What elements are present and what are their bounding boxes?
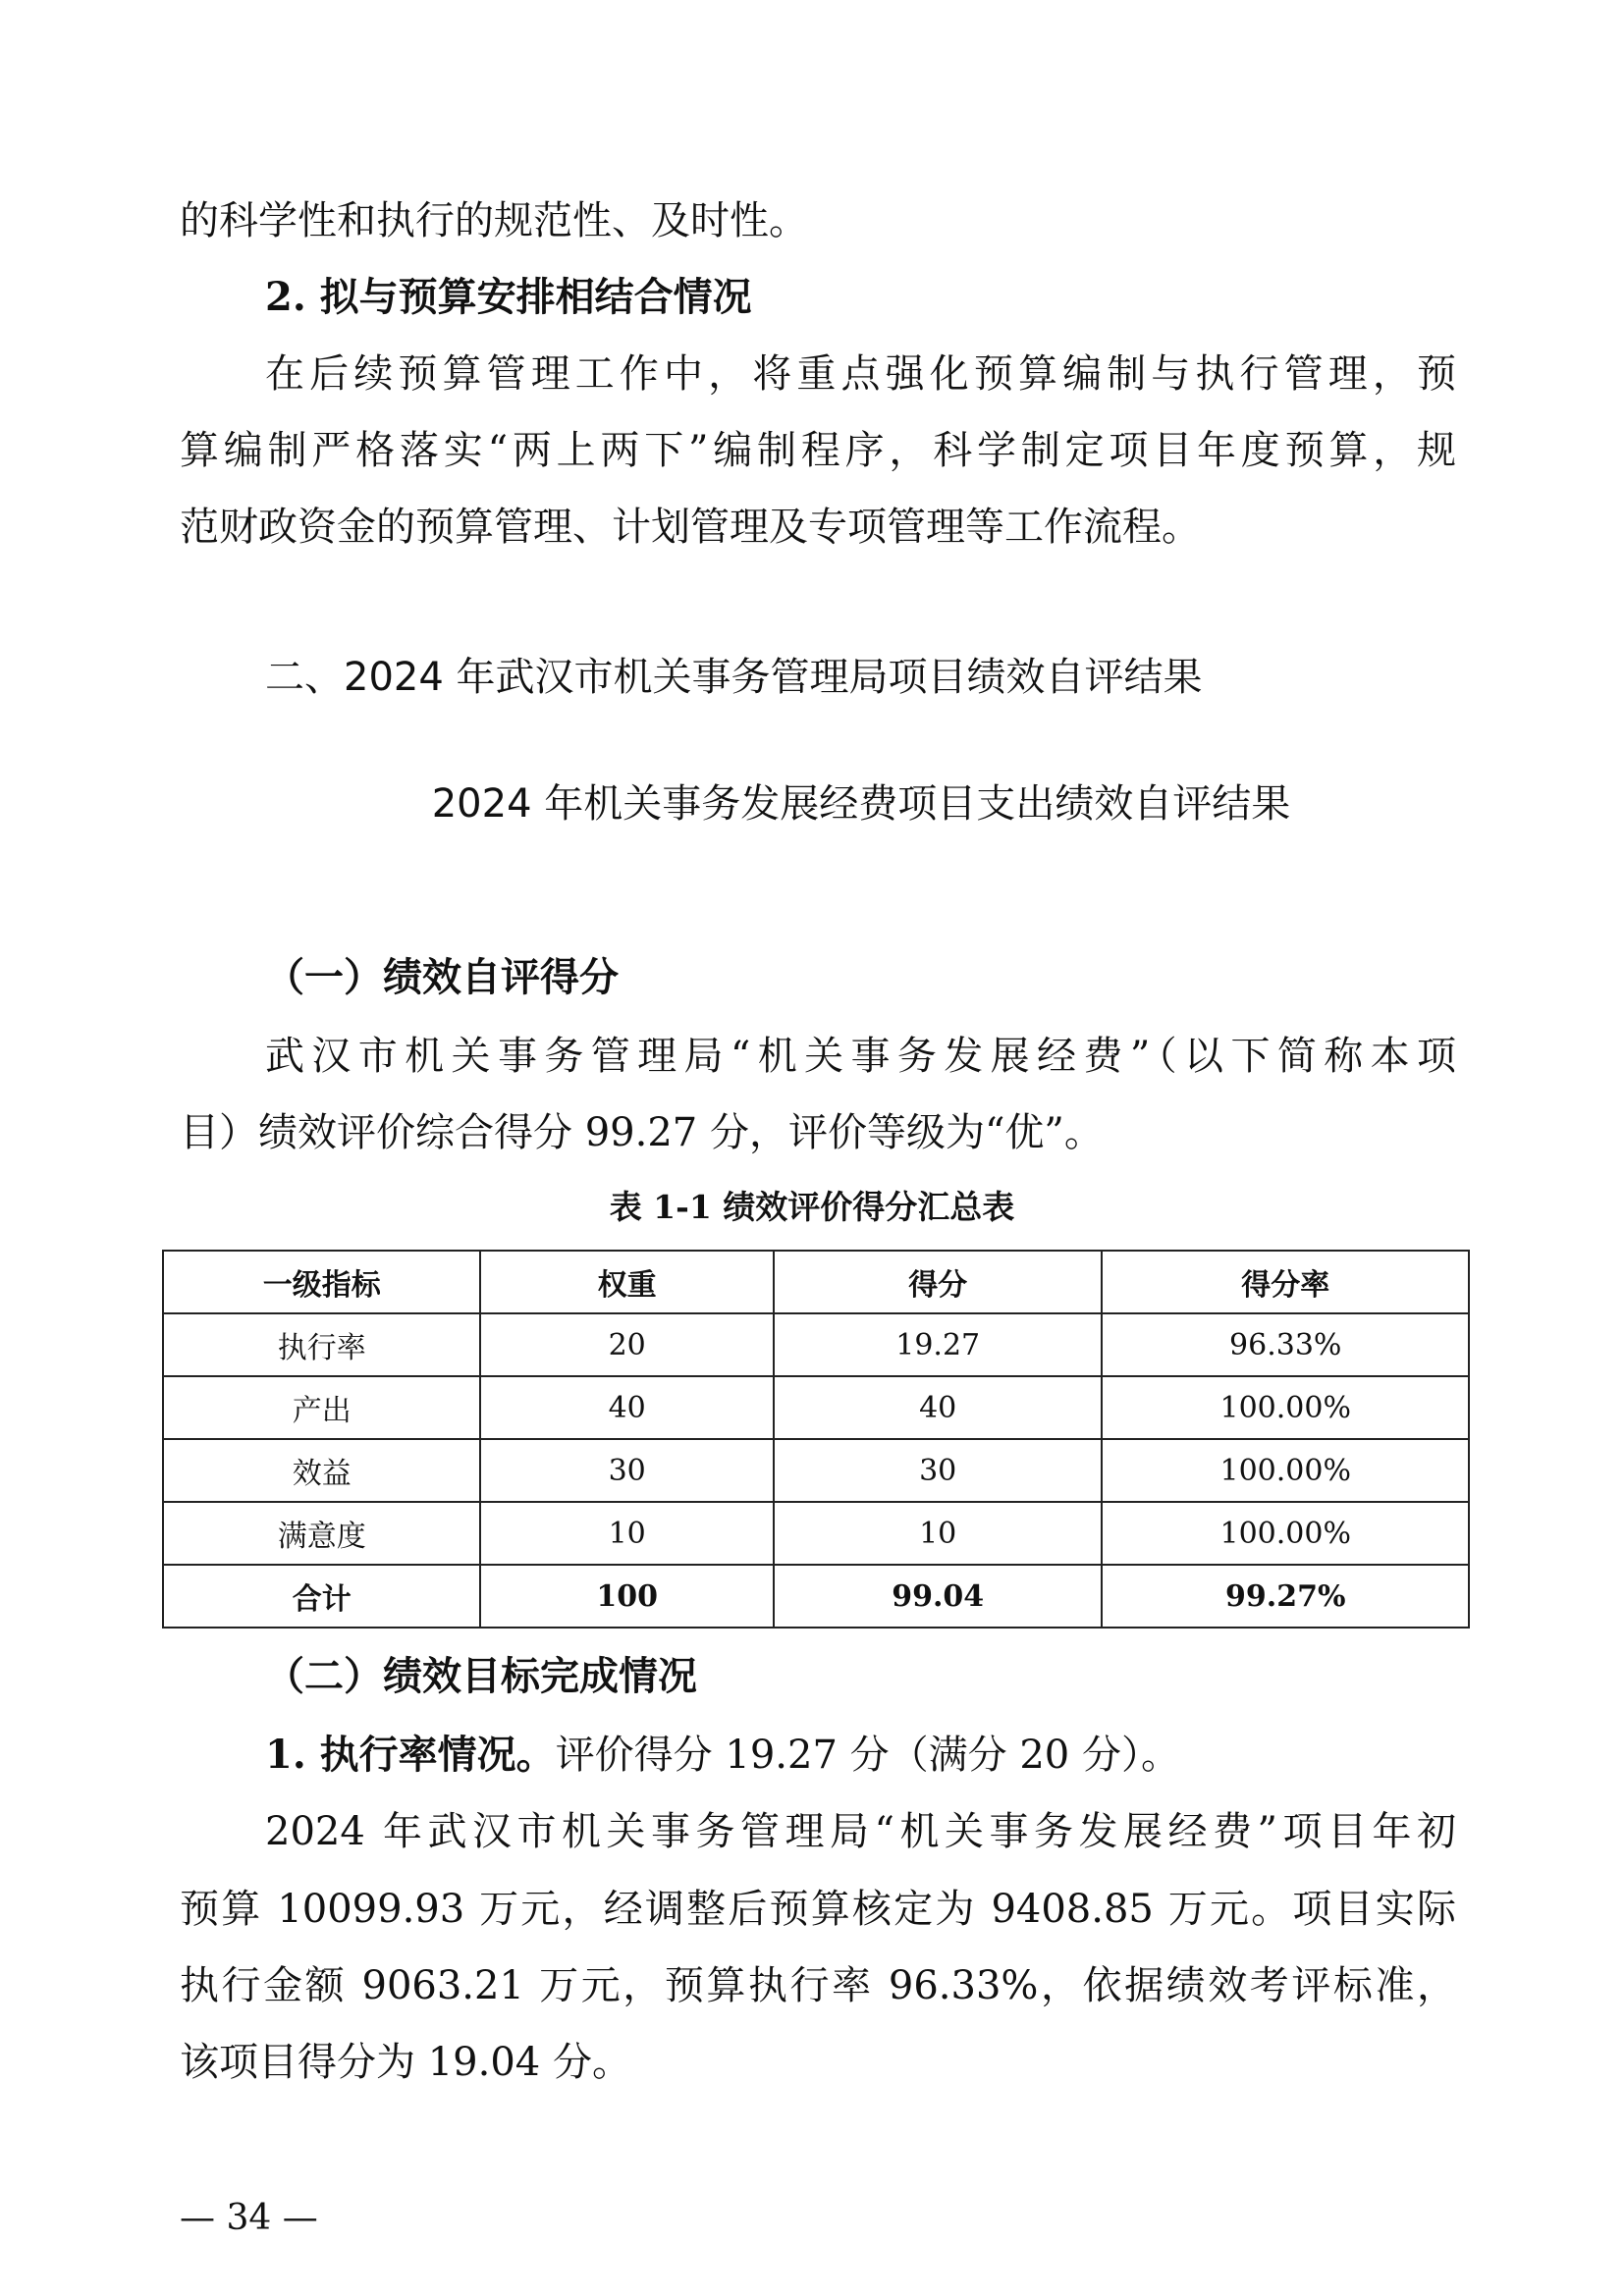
body-line: 武汉市机关事务管理局“机关事务发展经费”（以下简称本项 (265, 1034, 1456, 1079)
cell: 效益 (163, 1439, 480, 1502)
cell: 满意度 (163, 1502, 480, 1565)
table-header-row (163, 1251, 1469, 1313)
cell: 100.00% (1102, 1502, 1469, 1565)
body-line: 目）绩效评价综合得分 99.27 分，评价等级为“优”。 (180, 1110, 1104, 1155)
cell: 产出 (163, 1376, 480, 1439)
item-text: 评价得分 19.27 分（满分 20 分）。 (555, 1733, 1180, 1778)
report-title: 2024 年机关事务发展经费项目支出绩效自评结果 (431, 781, 1291, 827)
body-line: 执行金额 9063.21 万元，预算执行率 96.33%，依据绩效考评标准， (180, 1963, 1456, 2008)
cell: 96.33% (1102, 1313, 1469, 1376)
cell: 10 (480, 1502, 774, 1565)
body-line: 该项目得分为 19.04 分。 (180, 2040, 631, 2085)
body-line: 范财政资金的预算管理、计划管理及专项管理等工作流程。 (180, 505, 1201, 550)
item-label: 1. 执行率情况。 (265, 1732, 556, 1778)
cell: 30 (480, 1439, 774, 1502)
cell: 40 (480, 1376, 774, 1439)
body-line: 的科学性和执行的规范性、及时性。 (180, 198, 808, 243)
table-caption: 表 1-1 绩效评价得分汇总表 (609, 1188, 1015, 1226)
cell: 99.04 (774, 1565, 1103, 1628)
table-total-row (163, 1565, 1469, 1628)
subheading-budget-integration: 2. 拟与预算安排相结合情况 (265, 274, 752, 320)
header-cell: 一级指标 (163, 1251, 480, 1313)
cell: 40 (774, 1376, 1103, 1439)
subheading-goal-completion: （二）绩效目标完成情况 (265, 1653, 697, 1699)
table-row (163, 1313, 1469, 1376)
header-cell: 得分 (774, 1251, 1103, 1313)
cell: 20 (480, 1313, 774, 1376)
section-heading: 二、2024 年武汉市机关事务管理局项目绩效自评结果 (265, 655, 1203, 700)
header-cell: 权重 (480, 1251, 774, 1313)
cell: 100.00% (1102, 1439, 1469, 1502)
cell: 10 (774, 1502, 1103, 1565)
body-line: 在后续预算管理工作中，将重点强化预算编制与执行管理，预 (265, 351, 1456, 397)
page-number: — 34 — (180, 2198, 318, 2238)
cell: 99.27% (1102, 1565, 1469, 1628)
cell: 19.27 (774, 1313, 1103, 1376)
header-cell: 得分率 (1102, 1251, 1469, 1313)
subheading-score: （一）绩效自评得分 (265, 954, 619, 1000)
cell: 100 (480, 1565, 774, 1628)
table-row (163, 1502, 1469, 1565)
body-line: 2024 年武汉市机关事务管理局“机关事务发展经费”项目年初 (265, 1809, 1456, 1854)
table-row (163, 1376, 1469, 1439)
item-line (265, 1728, 1456, 1783)
cell: 100.00% (1102, 1376, 1469, 1439)
cell: 合计 (163, 1565, 480, 1628)
body-line: 算编制严格落实“两上两下”编制程序，科学制定项目年度预算，规 (180, 428, 1456, 473)
body-line: 预算 10099.93 万元，经调整后预算核定为 9408.85 万元。项目实际 (180, 1887, 1456, 1932)
score-summary-table (162, 1250, 1470, 1629)
cell: 执行率 (163, 1313, 480, 1376)
cell: 30 (774, 1439, 1103, 1502)
table-row (163, 1439, 1469, 1502)
